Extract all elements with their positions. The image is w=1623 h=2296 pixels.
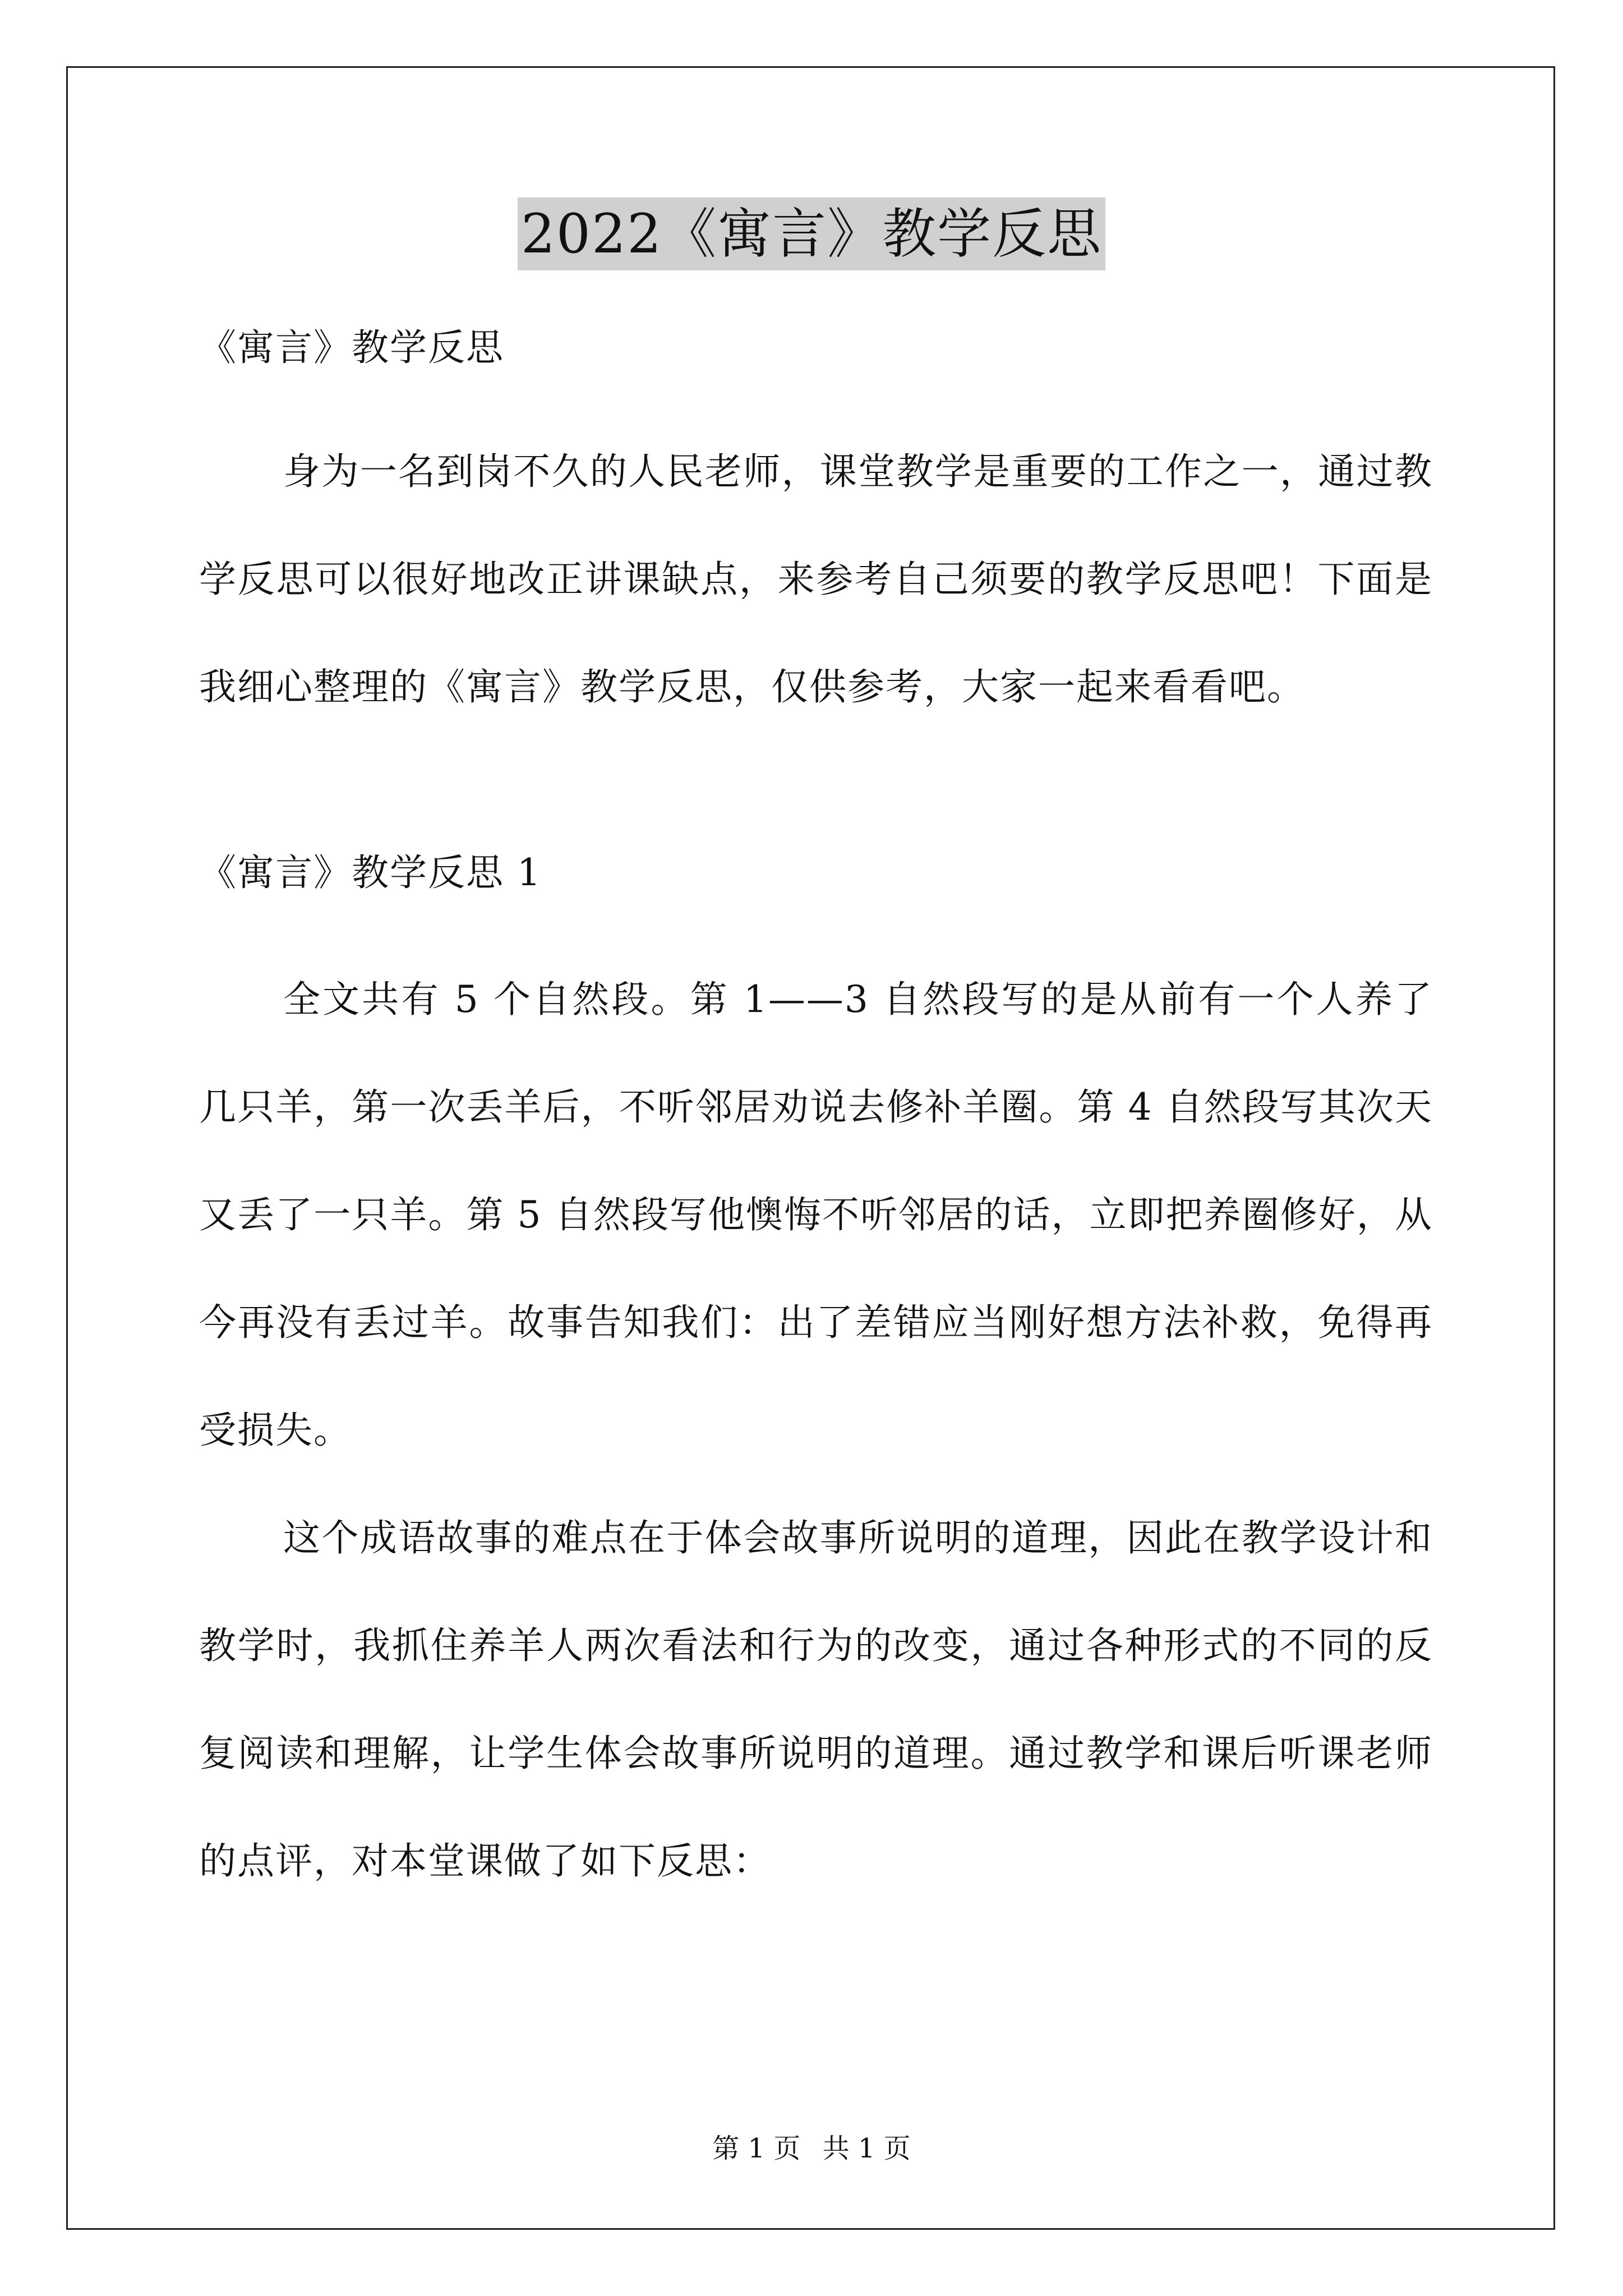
spacer — [199, 909, 1433, 946]
spacer — [199, 384, 1433, 418]
document-title: 2022《寓言》教学反思 — [518, 197, 1105, 270]
title-container — [0, 197, 1623, 270]
section-heading: 《寓言》教学反思 1 — [199, 851, 542, 894]
body-paragraph: 这个成语故事的难点在于体会故事所说明的道理，因此在教学设计和教学时，我抓住养羊人两次看法和行为的改变，通过各种形式的不同的反复阅读和理解，让学生体会故事所说明的道理。通过教学和课后听课老师的点评，对本堂课做了如下反思： — [199, 1516, 1433, 1883]
page-footer — [0, 2132, 1623, 2165]
intro-heading: 《寓言》教学反思 — [199, 326, 504, 369]
document-body — [199, 311, 1433, 1915]
page-total: 共 1 页 — [822, 2133, 911, 2164]
spacer — [199, 741, 1433, 836]
intro-paragraph: 身为一名到岗不久的人民老师，课堂教学是重要的工作之一，通过教学反思可以很好地改正讲课缺点，来参考自己须要的教学反思吧！下面是我细心整理的《寓言》教学反思，仅供参考，大家一起来看看吧。 — [199, 450, 1433, 708]
page-number: 第 1 页 — [712, 2133, 801, 2164]
body-paragraph: 全文共有 5 个自然段。第 1——3 自然段写的是从前有一个人养了几只羊，第一次丢羊后，不听邻居劝说去修补羊圈。第 4 自然段写其次天又丢了一只羊。第 5 自然段写他懊悔不听邻居的话，立即把养圈修好，从今再没有丢过羊。故事告知我们：出了差错应当刚好想方法补救，免得再受损失。 — [199, 978, 1433, 1452]
